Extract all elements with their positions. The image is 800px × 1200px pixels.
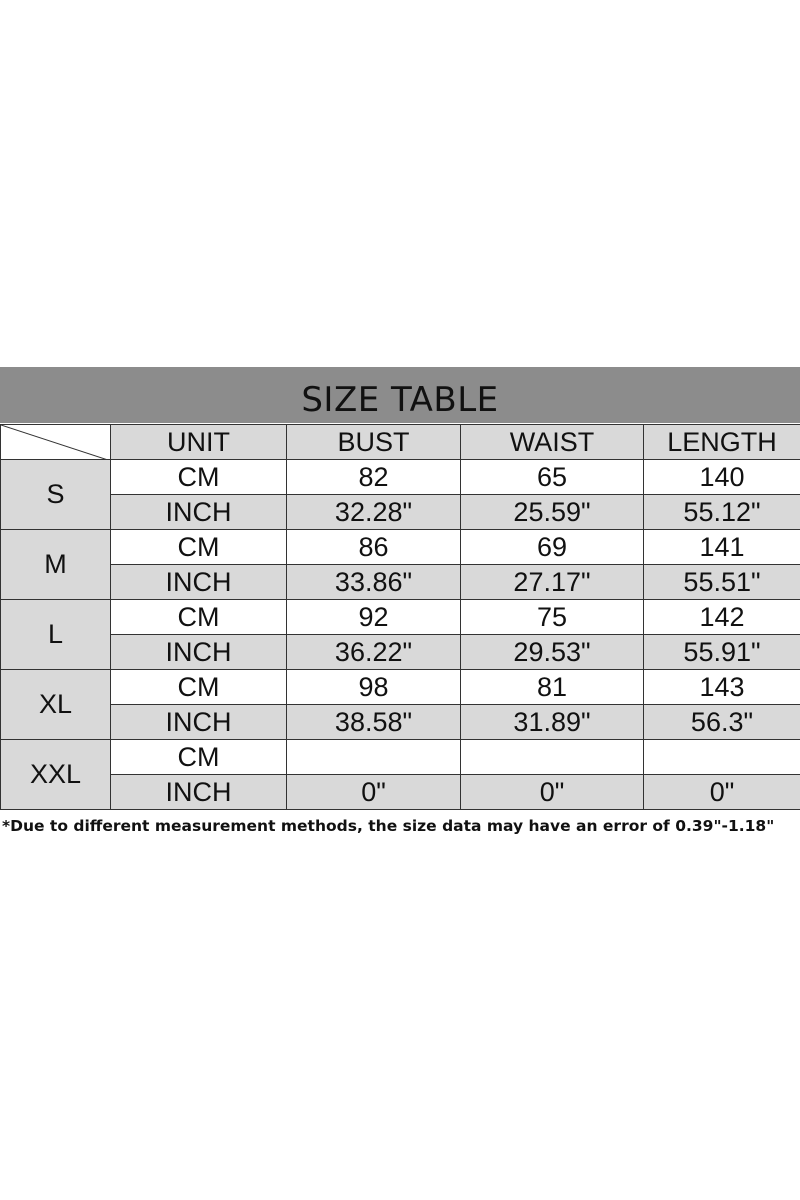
size-xl-inch-bust-cell: 38.58" <box>287 705 461 740</box>
size-s-inch-unit-cell: INCH <box>111 495 287 530</box>
size-xxl-cm-unit-cell: CM <box>111 740 287 775</box>
size-m-inch-waist-cell: 27.17" <box>461 565 644 600</box>
size-l-cm-waist-cell: 75 <box>461 600 644 635</box>
size-m-inch-bust-cell: 33.86" <box>287 565 461 600</box>
size-xl-inch-unit-cell: INCH <box>111 705 287 740</box>
size-xxl-inch-length-cell: 0" <box>644 775 800 810</box>
size-m-cm-bust-cell: 86 <box>287 530 461 565</box>
size-m-inch-length-cell: 55.51" <box>644 565 800 600</box>
size-s-inch-length-cell: 55.12" <box>644 495 800 530</box>
header-length: LENGTH <box>644 425 800 460</box>
size-l-cm-unit-cell: CM <box>111 600 287 635</box>
size-m-cm-unit-cell: CM <box>111 530 287 565</box>
header-waist: WAIST <box>461 425 644 460</box>
title-bar <box>0 367 800 423</box>
size-xl-cm-bust-cell: 98 <box>287 670 461 705</box>
size-s-cm-unit-cell: CM <box>111 460 287 495</box>
size-xxl-inch-row <box>1 775 800 810</box>
size-xxl-cm-waist-cell <box>461 740 644 775</box>
size-s-inch-bust-cell: 32.28" <box>287 495 461 530</box>
size-label-m: M <box>1 530 111 600</box>
size-s-cm-bust-cell: 82 <box>287 460 461 495</box>
size-l-inch-bust-cell: 36.22" <box>287 635 461 670</box>
size-xxl-cm-bust-cell <box>287 740 461 775</box>
table-title: SIZE TABLE <box>301 380 499 420</box>
diagonal-divider-icon <box>1 425 111 460</box>
size-l-cm-length-cell: 142 <box>644 600 800 635</box>
size-xl-cm-row <box>1 670 800 705</box>
size-label-xxl: XXL <box>1 740 111 810</box>
size-l-cm-bust-cell: 92 <box>287 600 461 635</box>
size-m-inch-unit-cell: INCH <box>111 565 287 600</box>
size-s-cm-waist-cell: 65 <box>461 460 644 495</box>
size-m-inch-row <box>1 565 800 600</box>
size-xxl-cm-length-cell <box>644 740 800 775</box>
size-l-inch-length-cell: 55.91" <box>644 635 800 670</box>
size-xl-inch-length-cell: 56.3" <box>644 705 800 740</box>
size-l-inch-waist-cell: 29.53" <box>461 635 644 670</box>
size-l-cm-row <box>1 600 800 635</box>
size-m-cm-length-cell: 141 <box>644 530 800 565</box>
size-m-cm-waist-cell: 69 <box>461 530 644 565</box>
size-s-cm-row <box>1 460 800 495</box>
size-l-inch-unit-cell: INCH <box>111 635 287 670</box>
size-m-cm-row <box>1 530 800 565</box>
size-xl-cm-unit-cell: CM <box>111 670 287 705</box>
size-xxl-cm-row <box>1 740 800 775</box>
size-xl-inch-row <box>1 705 800 740</box>
size-table <box>0 424 800 810</box>
header-bust: BUST <box>287 425 461 460</box>
measurement-footnote: *Due to different measurement methods, the size data may have an error of 0.39"-1.18" <box>2 817 775 835</box>
size-xl-cm-waist-cell: 81 <box>461 670 644 705</box>
size-xxl-inch-bust-cell: 0" <box>287 775 461 810</box>
size-s-inch-waist-cell: 25.59" <box>461 495 644 530</box>
size-xxl-inch-unit-cell: INCH <box>111 775 287 810</box>
size-xl-cm-length-cell: 143 <box>644 670 800 705</box>
size-xxl-inch-waist-cell: 0" <box>461 775 644 810</box>
corner-cell <box>1 425 111 460</box>
header-row <box>1 425 800 460</box>
size-label-s: S <box>1 460 111 530</box>
size-s-cm-length-cell: 140 <box>644 460 800 495</box>
size-label-xl: XL <box>1 670 111 740</box>
size-xl-inch-waist-cell: 31.89" <box>461 705 644 740</box>
size-l-inch-row <box>1 635 800 670</box>
size-label-l: L <box>1 600 111 670</box>
header-unit: UNIT <box>111 425 287 460</box>
size-s-inch-row <box>1 495 800 530</box>
